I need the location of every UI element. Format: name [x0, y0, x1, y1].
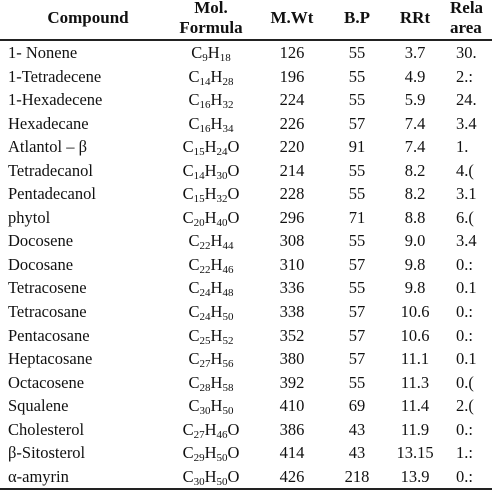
table-row [0, 371, 492, 395]
header-row [0, 0, 492, 40]
formula-subscript: 29 [193, 452, 205, 465]
cell-mwt: 308 [279, 231, 305, 251]
table-row [0, 40, 492, 65]
formula-element: C [182, 160, 194, 180]
cell-relative-area: 3.1 [456, 184, 477, 204]
cell-mwt: 336 [279, 278, 305, 298]
formula-element: C [188, 113, 200, 133]
formula-subscript: 30 [199, 405, 211, 418]
formula-element: H [204, 184, 217, 204]
formula-subscript: 27 [199, 358, 211, 371]
cell-bp: 43 [348, 419, 366, 439]
cell-rrt: 8.8 [404, 207, 426, 227]
cell-formula [168, 276, 254, 300]
cell-relative-area: 0.1 [456, 278, 477, 298]
cell-rrt: 9.8 [404, 278, 426, 298]
cell-mwt: 226 [279, 113, 305, 133]
formula-element: C [182, 137, 194, 157]
table-row [0, 441, 492, 465]
cell-rrt: 9.8 [404, 254, 426, 274]
header-relative-area [446, 0, 492, 40]
formula-element: O [227, 137, 240, 157]
cell-rrt: 10.6 [400, 325, 430, 345]
cell-rrt: 10.6 [400, 302, 430, 322]
cell-compound: α-amyrin [0, 465, 168, 490]
formula-element: H [210, 254, 223, 274]
formula-element: O [227, 160, 240, 180]
table-row [0, 300, 492, 324]
formula-element: C [182, 466, 194, 486]
formula-element: H [210, 231, 223, 251]
formula-subscript: 24 [199, 311, 211, 324]
cell-relative-area: 2.: [456, 66, 473, 86]
formula-subscript: 50 [216, 452, 228, 465]
cell-rrt: 11.4 [400, 396, 430, 416]
cell-bp: 57 [348, 254, 366, 274]
formula-subscript: 25 [199, 334, 211, 347]
formula-subscript: 30 [193, 475, 205, 488]
cell-rrt: 8.2 [404, 184, 426, 204]
cell-relative-area: 0.1 [456, 349, 477, 369]
cell-formula [168, 418, 254, 442]
formula-element: C [188, 325, 200, 345]
cell-bp: 55 [348, 372, 366, 392]
formula-subscript: 34 [222, 122, 234, 135]
formula-element: H [210, 372, 223, 392]
formula-subscript: 28 [222, 75, 234, 88]
cell-relative-area: 1.: [456, 443, 473, 463]
cell-rrt: 13.15 [396, 443, 434, 463]
cell-relative-area: 6.( [456, 207, 474, 227]
table-row [0, 88, 492, 112]
cell-relative-area: 3.4 [456, 231, 477, 251]
formula-subscript: 30 [216, 169, 228, 182]
cell-relative-area: 0.( [456, 372, 474, 392]
cell-relative-area: 1. [456, 137, 469, 157]
cell-rrt: 11.3 [400, 372, 430, 392]
formula-subscript: 14 [199, 75, 211, 88]
cell-bp: 55 [348, 231, 366, 251]
cell-formula [168, 441, 254, 465]
formula-element: C [188, 302, 200, 322]
formula-subscript: 32 [222, 99, 234, 112]
formula-element: C [188, 66, 200, 86]
formula-subscript: 50 [222, 311, 234, 324]
formula-subscript: 9 [202, 52, 208, 64]
cell-formula [168, 371, 254, 395]
cell-compound: Heptacosane [8, 349, 93, 369]
cell-bp: 55 [348, 90, 366, 110]
formula-element: H [210, 66, 223, 86]
cell-mwt: 338 [279, 302, 305, 322]
header-formula [168, 0, 254, 40]
cell-rrt: 11.1 [400, 349, 430, 369]
cell-compound: Docosane [8, 254, 74, 274]
header-formula-line1: Mol. [194, 0, 228, 17]
formula-subscript: 20 [193, 216, 205, 229]
cell-rrt: 3.7 [404, 43, 426, 62]
cell-relative-area: 4.( [456, 160, 474, 180]
formula-element: H [204, 137, 217, 157]
formula-element: C [182, 184, 194, 204]
cell-relative-area: 0.: [456, 325, 473, 345]
formula-element: C [182, 207, 194, 227]
cell-mwt: 386 [279, 419, 305, 439]
table-row [0, 394, 492, 418]
table-row [0, 347, 492, 371]
formula-subscript: 22 [199, 263, 211, 276]
formula-element: H [210, 278, 223, 298]
cell-compound: 1- Nonene [8, 43, 78, 62]
cell-compound: 1-Tetradecene [8, 66, 102, 86]
formula-subscript: 15 [193, 146, 205, 159]
cell-mwt: 414 [279, 443, 305, 463]
formula-element: H [207, 43, 220, 62]
formula-subscript: 24 [199, 287, 211, 300]
cell-mwt: 296 [279, 207, 305, 227]
cell-bp: 57 [348, 113, 366, 133]
cell-mwt: 126 [279, 43, 305, 62]
formula-subscript: 50 [216, 475, 228, 488]
formula-element: O [227, 466, 240, 486]
cell-formula [168, 65, 254, 89]
cell-formula [168, 159, 254, 183]
cell-bp: 69 [348, 396, 366, 416]
cell-compound: Squalene [8, 396, 69, 416]
formula-element: C [191, 43, 203, 62]
cell-compound: Hexadecane [8, 113, 89, 133]
formula-element: H [204, 466, 217, 486]
formula-element: C [188, 349, 200, 369]
formula-element: C [188, 372, 200, 392]
cell-mwt: 380 [279, 349, 305, 369]
formula-subscript: 58 [222, 381, 234, 394]
formula-subscript: 15 [193, 193, 205, 206]
cell-formula [168, 324, 254, 348]
cell-mwt: 220 [279, 137, 305, 157]
cell-compound: Pentadecanol [8, 184, 96, 204]
formula-element: H [204, 160, 217, 180]
cell-rrt: 11.9 [400, 419, 430, 439]
cell-formula [168, 300, 254, 324]
formula-element: H [210, 90, 223, 110]
formula-subscript: 48 [222, 287, 234, 300]
cell-formula [168, 206, 254, 230]
formula-element: O [227, 207, 240, 227]
header-mwt: M.Wt [254, 0, 330, 40]
header-area-line2: area [450, 18, 482, 37]
cell-relative-area: 0.: [456, 302, 473, 322]
cell-relative-area: 30. [456, 43, 477, 62]
formula-subscript: 27 [193, 428, 205, 441]
formula-subscript: 24 [216, 146, 228, 159]
cell-formula [168, 347, 254, 371]
formula-subscript: 52 [222, 334, 234, 347]
formula-element: O [227, 419, 240, 439]
formula-subscript: 16 [199, 122, 211, 135]
table-row [0, 418, 492, 442]
cell-compound: Docosene [8, 231, 74, 251]
cell-compound: Cholesterol [8, 419, 85, 439]
cell-mwt: 310 [279, 254, 305, 274]
formula-subscript: 46 [222, 263, 234, 276]
cell-formula [168, 394, 254, 418]
cell-formula [168, 88, 254, 112]
cell-rrt: 9.0 [404, 231, 426, 251]
cell-compound: Tetracosene [8, 278, 87, 298]
formula-element: H [204, 207, 217, 227]
cell-bp: 57 [348, 349, 366, 369]
formula-element: C [182, 443, 194, 463]
cell-compound: phytol [8, 207, 51, 227]
formula-subscript: 56 [222, 358, 234, 371]
formula-subscript: 32 [216, 193, 228, 206]
formula-subscript: 16 [199, 99, 211, 112]
formula-element: C [188, 278, 200, 298]
formula-subscript: 44 [222, 240, 234, 253]
cell-relative-area: 2.( [456, 396, 474, 416]
cell-mwt: 392 [279, 372, 305, 392]
cell-bp: 55 [348, 184, 366, 204]
formula-subscript: 40 [216, 216, 228, 229]
cell-compound: Tetradecanol [8, 160, 93, 180]
formula-subscript: 50 [222, 405, 234, 418]
cell-rrt: 7.4 [404, 137, 426, 157]
table-row [0, 65, 492, 89]
cell-bp: 218 [330, 465, 384, 490]
formula-subscript: 28 [199, 381, 211, 394]
formula-element: C [188, 396, 200, 416]
formula-subscript: 22 [199, 240, 211, 253]
cell-mwt: 410 [279, 396, 305, 416]
formula-subscript: 46 [216, 428, 228, 441]
table-row [0, 253, 492, 277]
cell-bp: 43 [348, 443, 366, 463]
table-row [0, 324, 492, 348]
cell-compound: Atlantol – β [8, 137, 87, 157]
table-row [0, 276, 492, 300]
formula-element: H [210, 302, 223, 322]
table-row [0, 465, 492, 490]
formula-element: H [210, 396, 223, 416]
cell-compound: Tetracosane [8, 302, 87, 322]
table-header [0, 0, 492, 40]
formula-subscript: 14 [193, 169, 205, 182]
table-row [0, 206, 492, 230]
cell-bp: 91 [348, 137, 366, 157]
formula-element: C [188, 254, 200, 274]
table-body [0, 40, 492, 489]
cell-formula [168, 465, 254, 490]
cell-bp: 55 [348, 278, 366, 298]
formula-element: C [182, 419, 194, 439]
cell-bp: 57 [348, 302, 366, 322]
cell-formula [168, 40, 254, 65]
cell-mwt: 426 [254, 465, 330, 490]
cell-relative-area: 3.4 [456, 113, 477, 133]
cell-mwt: 352 [279, 325, 305, 345]
table-row [0, 182, 492, 206]
cell-mwt: 214 [279, 160, 305, 180]
cell-compound: 1-Hexadecene [8, 90, 103, 110]
cell-bp: 55 [348, 43, 366, 62]
cell-rrt: 4.9 [404, 66, 426, 86]
formula-subscript: 18 [219, 52, 231, 64]
formula-element: O [227, 184, 240, 204]
cell-mwt: 224 [279, 90, 305, 110]
formula-element: H [204, 443, 217, 463]
cell-bp: 71 [348, 207, 366, 227]
cell-mwt: 196 [279, 66, 305, 86]
cell-rrt: 13.9 [384, 465, 446, 490]
cell-bp: 57 [348, 325, 366, 345]
formula-element: H [210, 325, 223, 345]
cell-rrt: 7.4 [404, 113, 426, 133]
cell-bp: 55 [348, 160, 366, 180]
cell-rrt: 8.2 [404, 160, 426, 180]
cell-formula [168, 135, 254, 159]
cell-compound: β-Sitosterol [8, 443, 86, 463]
formula-element: C [188, 231, 200, 251]
cell-relative-area: 0.: [456, 254, 473, 274]
cell-mwt: 228 [279, 184, 305, 204]
cell-formula [168, 112, 254, 136]
cell-formula [168, 253, 254, 277]
cell-relative-area: 0.: [446, 465, 492, 490]
header-rrt: RRt [384, 0, 446, 40]
cell-formula [168, 229, 254, 253]
header-area-line1: Rela [450, 0, 484, 17]
formula-element: H [210, 349, 223, 369]
header-formula-line2: Formula [179, 18, 243, 37]
cell-compound: Octacosene [8, 372, 85, 392]
formula-element: H [210, 113, 223, 133]
cell-relative-area: 24. [456, 90, 477, 110]
header-compound: Compound [0, 0, 168, 40]
formula-element: C [188, 90, 200, 110]
cell-rrt: 5.9 [404, 90, 426, 110]
table-row [0, 135, 492, 159]
formula-element: O [227, 443, 240, 463]
header-bp: B.P [330, 0, 384, 40]
cell-relative-area: 0.: [456, 419, 473, 439]
cell-bp: 55 [348, 66, 366, 86]
table-row [0, 112, 492, 136]
table-row [0, 159, 492, 183]
formula-element: H [204, 419, 217, 439]
table-row [0, 229, 492, 253]
cell-formula [168, 182, 254, 206]
cell-compound: Pentacosane [8, 325, 90, 345]
